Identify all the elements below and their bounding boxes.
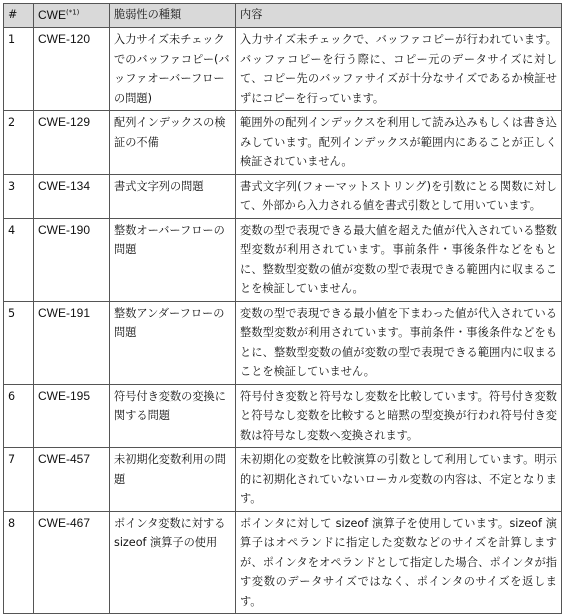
row-cwe-id: CWE-457 [34, 448, 110, 512]
row-content: 変数の型で表現できる最大値を超えた値が代入されている整数型変数が利用されています。事前条件・事後条件などをもとに、整数型変数の値が変数の型で表現できる範囲内に収まることを検証していません。 [236, 218, 562, 301]
row-content: 未初期化の変数を比較演算の引数として利用しています。明示的に初期化されていないローカル変数の内容は、不定となります。 [236, 448, 562, 512]
table-row [4, 301, 562, 384]
row-cwe-id: CWE-134 [34, 174, 110, 218]
table-row [4, 384, 562, 448]
header-vulnerability-type: 脆弱性の種類 [110, 4, 236, 28]
row-num: 5 [4, 301, 34, 384]
row-num: 1 [4, 28, 34, 111]
row-vulnerability-type: 整数オーバーフローの問題 [110, 218, 236, 301]
row-content: 符号付き変数と符号なし変数を比較しています。符号付き変数と符号なし変数を比較すると暗黙の型変換が行われ符号付き変数は符号なし変数へ変換されます。 [236, 384, 562, 448]
header-content: 内容 [236, 4, 562, 28]
table-header-row [4, 4, 562, 28]
row-cwe-id: CWE-190 [34, 218, 110, 301]
row-cwe-id: CWE-120 [34, 28, 110, 111]
cwe-vulnerability-table [3, 3, 562, 614]
row-cwe-id: CWE-467 [34, 511, 110, 614]
row-cwe-id: CWE-195 [34, 384, 110, 448]
table-row [4, 511, 562, 614]
table-row [4, 218, 562, 301]
row-vulnerability-type: 符号付き変数の変換に関する問題 [110, 384, 236, 448]
row-content: 変数の型で表現できる最小値を下まわった値が代入されている整数型変数が利用されています。事前条件・事後条件などをもとに、整数型変数の値が変数の型で表現できる範囲内に収まることを検証していません。 [236, 301, 562, 384]
row-num: 3 [4, 174, 34, 218]
header-cwe-label: CWE [38, 8, 66, 22]
row-vulnerability-type: 書式文字列の問題 [110, 174, 236, 218]
row-vulnerability-type: 整数アンダーフローの問題 [110, 301, 236, 384]
row-vulnerability-type: 入力サイズ未チェックでのバッファコピー(バッファオーバーフローの問題) [110, 28, 236, 111]
header-cwe-footnote: (*1) [66, 8, 80, 17]
row-content: 書式文字列(フォーマットストリング)を引数にとる関数に対して、外部から入力される値を書式引数として用いています。 [236, 174, 562, 218]
row-num: 4 [4, 218, 34, 301]
row-content: 範囲外の配列インデックスを利用して読み込みもしくは書き込みしています。配列インデックスが範囲内にあることが正しく検証されていません。 [236, 111, 562, 175]
row-content: ポインタに対して sizeof 演算子を使用しています。sizeof 演算子はオペランドに指定した変数などのサイズを計算しますが、ポインタをオペランドとして指定した場合、ポインタが指す変数のデータサイズではなく、ポインタのサイズを返します。 [236, 511, 562, 614]
row-cwe-id: CWE-129 [34, 111, 110, 175]
table-row [4, 448, 562, 512]
table-row [4, 28, 562, 111]
row-vulnerability-type: 未初期化変数利用の問題 [110, 448, 236, 512]
row-num: 7 [4, 448, 34, 512]
row-num: 8 [4, 511, 34, 614]
row-cwe-id: CWE-191 [34, 301, 110, 384]
row-num: 2 [4, 111, 34, 175]
row-vulnerability-type: ポインタ変数に対するsizeof 演算子の使用 [110, 511, 236, 614]
header-num: # [4, 4, 34, 28]
row-num: 6 [4, 384, 34, 448]
table-row [4, 111, 562, 175]
row-content: 入力サイズ未チェックで、バッファコピーが行われています。バッファコピーを行う際に、コピー元のデータサイズに対して、コピー先のバッファサイズが十分なサイズであるか検証せずにコピーを行っています。 [236, 28, 562, 111]
header-cwe [34, 4, 110, 28]
row-vulnerability-type: 配列インデックスの検証の不備 [110, 111, 236, 175]
table-row [4, 174, 562, 218]
cwe-table-container [3, 3, 562, 614]
